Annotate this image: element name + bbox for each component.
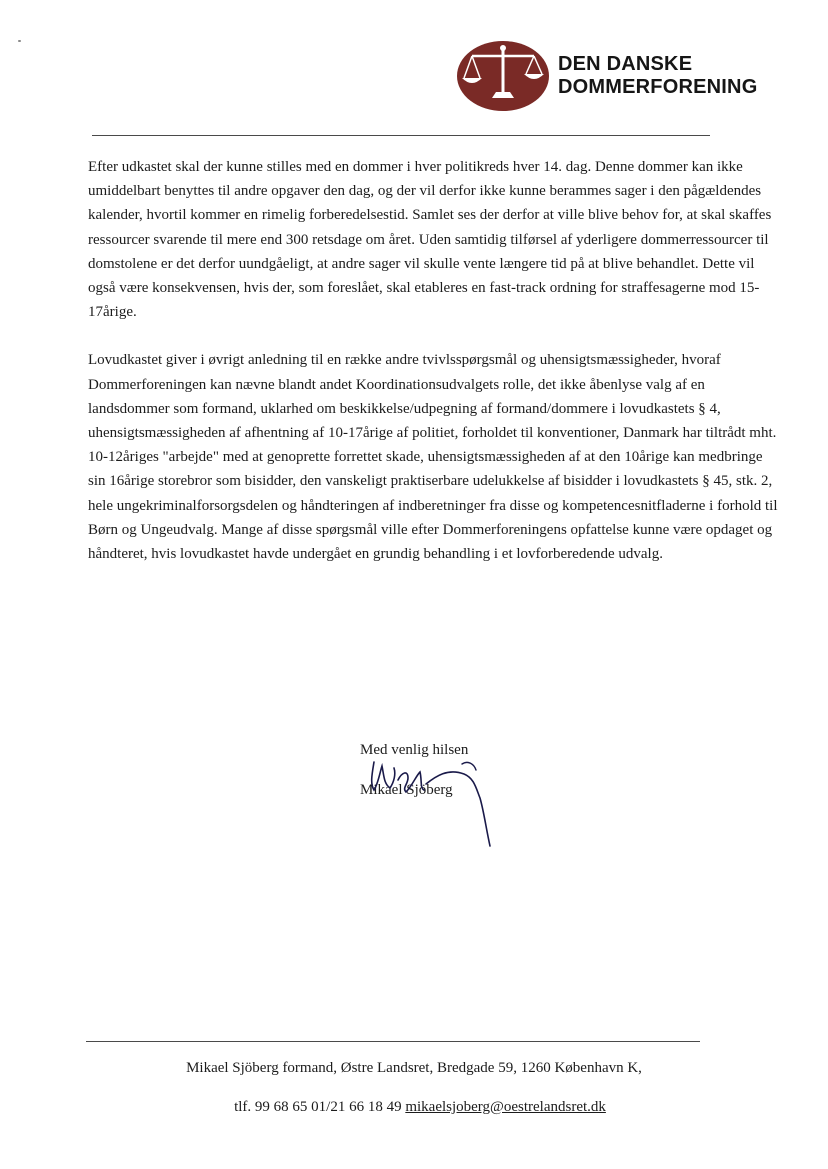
closing-greeting: Med venlig hilsen [360, 742, 469, 758]
footer-phone: tlf. 99 68 65 01/21 66 18 49 [234, 1099, 402, 1115]
body-paragraph: Efter udkastet skal der kunne stilles med en dommer i hver politikreds hver 14. dag. Denne dommer kan ikke umiddelbart benyttes til andre opgaver den dag, og der vil derfor ikke kunne berammes sager i den pågældendes kalender, hvortil kommer en rimelig forberedelsestid. Samlet ses der derfor at ville blive behov for, at skal skaffes ressourcer svarende til mere end 300 retsdage om året. Uden samtidig tilførsel af yderligere dommerressourcer til domstolene er det derfor uundgåeligt, at andre sager vil skulle vente længere tid på at blive behandlet. Dette vil også være konsekvensen, hvis der, som foreslået, skal etableres en fast-track ordning for straffesagerne mod 15-17årige. [88, 159, 772, 321]
footer-divider [86, 1041, 700, 1042]
organization-name-line-1: DEN DANSKE [558, 53, 693, 75]
handwritten-signature [364, 754, 504, 854]
body-paragraph: Lovudkastet giver i øvrigt anledning til en række andre tvivlsspørgsmål og uhensigtsmæssigheder, hvoraf Dommerforeningen kan nævne blandt andet Koordinationsudvalgets rolle, det ikke åbenlyse valg af en landsdommer som formand, uklarhed om beskikkelse/udpegning af formand/dommere i lovudkastets § 4, uhensigtsmæssigheden af afhentning af 10-17årige af politiet, forholdet til konventioner, Danmark har tiltrådt mht. 10-12åriges "arbejde" med at genoprette forrettet skade, uhensigtsmæssigheden af at den 10årige kan medbringe sin 16årige storebror som bisidder, den vanskeligt praktiserbare udelukkelse af bisidder i lovudkastets § 45, stk. 2, hele ungekriminalforsorgsdelen og håndteringen af indberetninger fra disse og kompetencesnitfladerne i forhold til Børn og Ungeudvalg. Mange af disse spørgsmål ville efter Dommerforeningens opfattelse kunne være opdaget og håndteret, hvis lovudkastet havde undergået en grundig behandling i et lovforberedende udvalg. [88, 352, 778, 563]
footer-contact [6, 1099, 828, 1116]
organization-name [558, 53, 757, 99]
footer-address: Mikael Sjöberg formand, Østre Landsret, Bredgade 59, 1260 København K, [186, 1060, 642, 1076]
header-divider [92, 135, 710, 136]
letter-body [88, 155, 778, 590]
scan-speck [18, 40, 21, 42]
organization-name-line-2: DOMMERFORENING [558, 76, 758, 98]
letterhead-logo [456, 40, 757, 112]
signatory-name: Mikael Sjöberg [360, 782, 453, 798]
footer-email-link[interactable]: mikaelsjoberg@oestrelandsret.dk [405, 1099, 606, 1115]
scales-of-justice-icon [456, 40, 550, 112]
